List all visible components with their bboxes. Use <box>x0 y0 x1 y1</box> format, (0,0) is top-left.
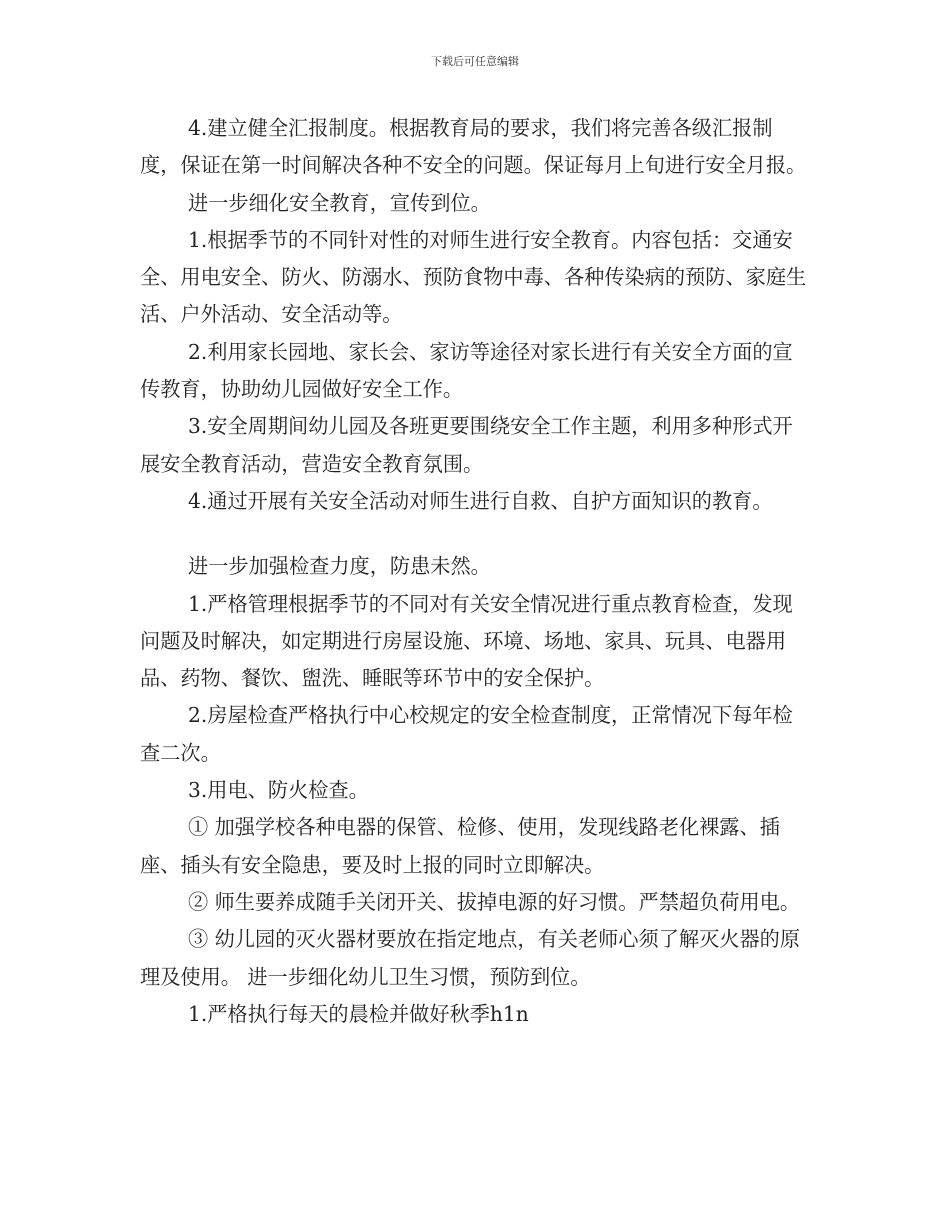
section-heading: 进一步加强检查力度，防患未然。 <box>188 554 491 579</box>
section-heading: 进一步细化安全教育，宣传到位。 <box>188 190 491 215</box>
paragraph: ② 师生要养成随手关闭开关、拔掉电源的好习惯。严禁超负荷用电。 <box>188 889 801 914</box>
paragraph: 2.房屋检查严格执行中心校规定的安全检查制度，正常情况下每年检查二次。 <box>140 703 793 765</box>
paragraph: 2.利用家长园地、家长会、家访等途径对家长进行有关安全方面的宣传教育，协助幼儿园做好安全工作。 <box>140 339 793 402</box>
document-body <box>140 110 812 1033</box>
paragraph: 1.严格执行每天的晨检并做好秋季h1n <box>188 1001 529 1026</box>
page-header: 下载后可任意编辑 <box>431 55 519 68</box>
paragraph: 1.严格管理根据季节的不同对有关安全情况进行重点教育检查，发现问题及时解决，如定期进行房屋设施、环境、场地、家具、玩具、电器用品、药物、餐饮、盥洗、睡眠等环节中的安全保护。 <box>140 591 793 691</box>
blank-line <box>140 520 812 548</box>
paragraph: ③ 幼儿园的灭火器材要放在指定地点，有关老师心须了解灭火器的原理及使用。 进一步细化幼儿卫生习惯，预防到位。 <box>140 927 801 989</box>
paragraph: 1.根据季节的不同针对性的对师生进行安全教育。内容包括：交通安全、用电安全、防火、防溺水、预防食物中毒、各种传染病的预防、家庭生活、户外活动、安全活动等。 <box>140 227 807 327</box>
paragraph: 4.通过开展有关安全活动对师生进行自救、自护方面知识的教育。 <box>188 488 773 513</box>
paragraph: 3.安全周期间幼儿园及各班更要围绕安全工作主题，利用多种形式开展安全教育活动，营造安全教育氛围。 <box>140 414 793 476</box>
paragraph: 4.建立健全汇报制度。根据教育局的要求，我们将完善各级汇报制度，保证在第一时间解决各种不安全的问题。保证每月上旬进行安全月报。 <box>140 116 807 178</box>
paragraph: ① 加强学校各种电器的保管、检修、使用，发现线路老化裸露、插座、插头有安全隐患，要及时上报的同时立即解决。 <box>140 815 780 877</box>
paragraph: 3.用电、防火检查。 <box>188 778 369 803</box>
